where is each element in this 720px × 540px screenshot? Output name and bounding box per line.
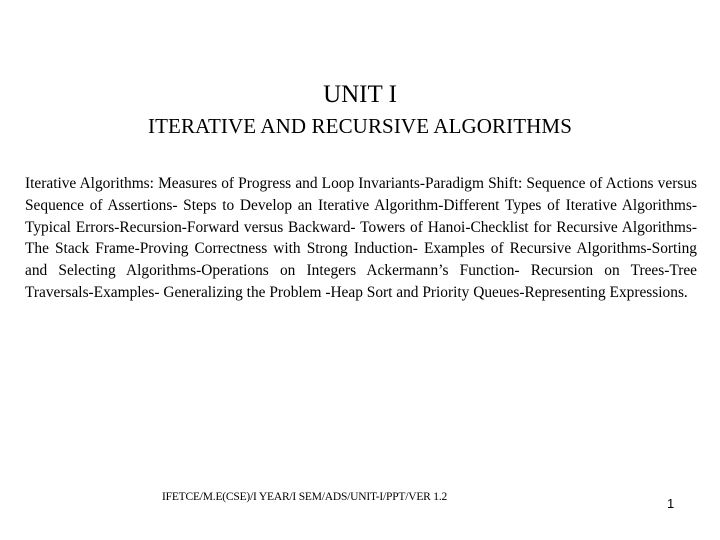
page-number: 1 (667, 496, 675, 511)
footer-text: IFETCE/M.E(CSE)/I YEAR/I SEM/ADS/UNIT-I/PPT/VER 1.2 (162, 491, 448, 503)
unit-subtitle: ITERATIVE AND RECURSIVE ALGORITHMS (148, 114, 572, 138)
unit-title: UNIT I (323, 81, 397, 108)
syllabus-text: Iterative Algorithms: Measures of Progress and Loop Invariants-Paradigm Shift: Sequence of Actions versus Sequence of Assertions- Steps to Develop an Iterative Algorithm-Different Types of Iterative Algorithms-Typical Errors-Recursion-Forward versus Backward- Towers of Hanoi-Checklist for Recursive Algorithms-The Stack Frame-Proving Correctness with Strong Induction- Examples of Recursive Algorithms-Sorting and Selecting Algorithms-Operations on Integers Ackermann’s Function- Recursion on Trees-Tree Traversals-Examples- Generalizing the Problem -Heap Sort and Priority Queues-Representing Expressions. (25, 175, 697, 301)
